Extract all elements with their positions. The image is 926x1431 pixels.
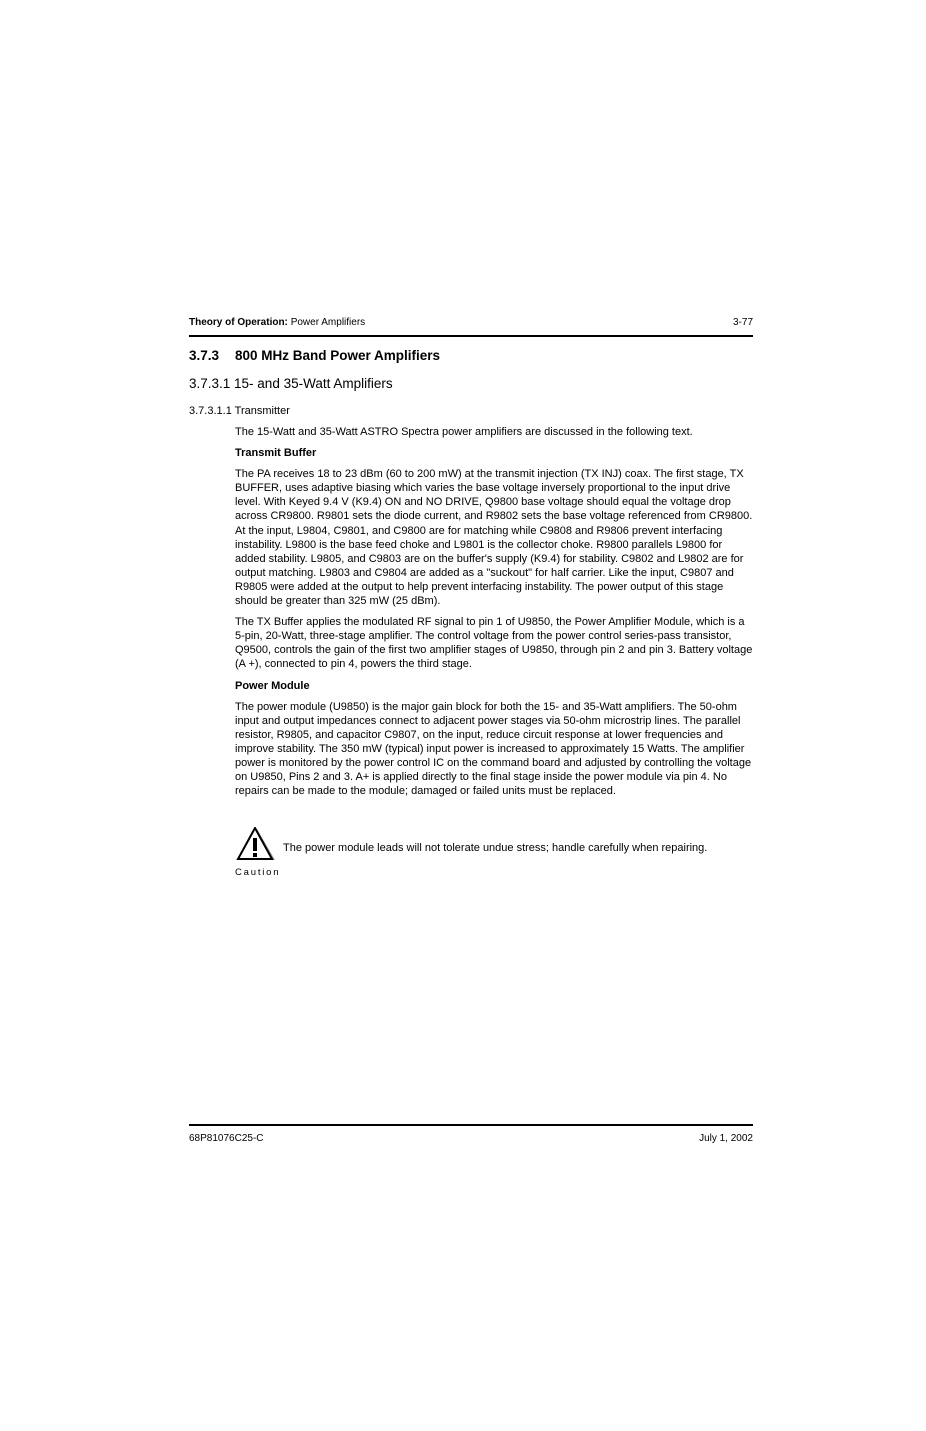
subsection-heading: 3.7.3.1 15- and 35-Watt Amplifiers [189,376,393,391]
footer-rule [189,1124,753,1126]
header-section-label: Theory of Operation: [189,317,288,328]
caution-text: The power module leads will not tolerate undue stress; handle carefully when repairing. [283,842,708,854]
page-header [189,317,753,335]
page-number: 3-77 [732,317,753,328]
intro-paragraph: The 15-Watt and 35-Watt ASTRO Spectra power amplifiers are discussed in the following text. [235,426,693,438]
page-footer [189,1133,753,1149]
section-number: 3.7.3 [189,348,220,363]
caution-note [235,827,753,883]
body-text [235,425,753,805]
transmit-buffer-heading: Transmit Buffer [235,447,317,460]
subsubsection-heading: 3.7.3.1.1 Transmitter [189,405,290,417]
header-rule [189,335,753,337]
document-number: 68P81076C25-C [189,1133,264,1144]
section-heading [189,348,440,363]
power-module-paragraph: The power module (U9850) is the major gain block for both the 15- and 35-Watt amplifiers. The 50-ohm input and output impedances connect to adjacent power stages via 50-ohm microstrip lines. The parallel resistor, R9805, and capacitor C9807, on the input, reduce circuit response at lower frequencies and improve stability. The 350 mW (typical) input power is increased to approximately 15 Watts. The amplifier power is monitored by the power control IC on the command board and adjusted by controlling the voltage on U9850, Pins 2 and 3. A+ is applied directly to the final stage inside the power module via pin 4. No repairs can be made to the module; damaged or failed units must be replaced. [235,700,752,798]
transmit-buffer-paragraph-2: The TX Buffer applies the modulated RF signal to pin 1 of U9850, the Power Amplifier Module, which is a 5-pin, 20-Watt, three-stage amplifier. The control voltage from the power control series-pass transistor, Q9500, controls the gain of the first two amplifier stages of U9850, through pin 2 and pin 3. Battery voltage (A +), connected to pin 4, powers the third stage. [235,616,753,671]
warning-triangle-icon [235,827,277,863]
power-module-heading: Power Module [235,679,310,692]
header-title [189,317,365,328]
section-title: 800 MHz Band Power Amplifiers [235,348,441,363]
caution-label: Caution [235,867,281,878]
header-section-topic: Power Amplifiers [290,317,366,328]
publication-date: July 1, 2002 [699,1133,753,1144]
transmit-buffer-paragraph-1: The PA receives 18 to 23 dBm (60 to 200 mW) at the transmit injection (TX INJ) coax. The first stage, TX BUFFER, uses adaptive biasing which varies the base voltage inversely proportional to the input drive level. With Keyed 9.4 V (K9.4) ON and NO DRIVE, Q9800 base voltage should equal the voltage drop across CR9800. R9801 sets the diode current, and R9802 sets the base voltage referenced from CR9800. At the input, L9804, C9801, and C9800 are for matching while C9808 and R9806 prevent interfacing instability. L9800 is the base feed choke and L9801 is the collector choke. R9800 parallels L9800 for added stability. L9805, and C9803 are on the buffer's supply (K9.4) for stability. C9802 and L9802 are for output matching. L9803 and C9804 are added as a "suckout" for half carrier. Like the input, C9807 and R9805 were added at the output to help prevent interfacing instability. The power output of this stage should be greater than 325 mW (25 dBm). [235,468,753,608]
